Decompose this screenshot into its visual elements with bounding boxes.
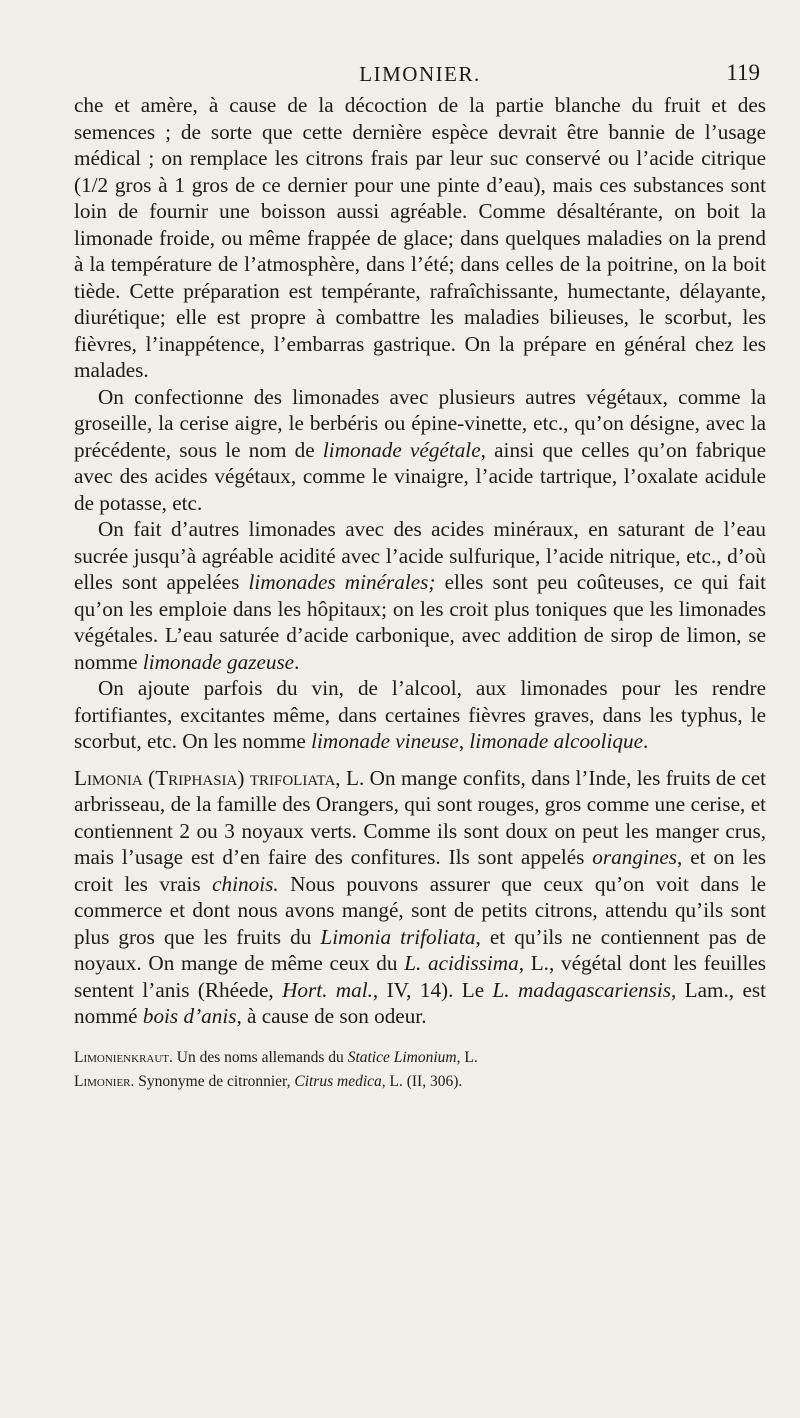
entry-limonia-trifoliata: Limonia (Triphasia) trifoliata, L. On mange confits, dans l’Inde, les fruits de cet arbrisseau, de la famille des Orangers, qui sont rouges, gros comme une cerise, et contiennent 2 ou 3 noyaux verts. Comme ils sont doux on peut les manger crus, mais l’usage est d’en faire des confitures. Ils sont appelés orangines, et on les croit les vrais chinois. Nous pouvons assurer que ceux qu’on voit dans le commerce et dont nous avons mangé, sont de petits citrons, attendu qu’ils sont plus gros que les fruits du Limonia trifoliata, et qu’ils ne contiennent pas de noyaux. On mange de même ceux du L. acidissima, L., végétal dont les feuilles sentent l’anis (Rhéede, Hort. mal., IV, 14). Le L. madagascariensis, Lam., est nommé bois d’anis, à cause de son odeur. (74, 765, 766, 1028)
page-number: 119 (726, 60, 760, 85)
short-entries (74, 1046, 766, 1094)
paragraph-limonade-intro: che et amère, à cause de la décoction de la partie blanche du fruit et des semences ; de sorte que cette dernière espèce devrait être bannie de l’usage médical ; on remplace les citrons frais par leur suc conservé ou l’acide citrique (1/2 gros à 1 gros de ce dernier pour une pinte d’eau), mais ces substances sont loin de fournir une boisson aussi agréable. Comme désaltérante, on boit la limonade froide, ou même frappée de glace; dans quelques maladies on la prend à la température de l’atmosphère, dans l’été; dans celles de la poitrine, on la boit tiède. Cette préparation est tempérante, rafraîchissante, humectante, délayante, diurétique; elle est propre à combattre les maladies bilieuses, le scorbut, les fièvres, l’inappétence, l’embarras gastrique. On la prépare en général chez les malades. (74, 93, 766, 382)
paragraph-limonade-vineuse: On ajoute parfois du vin, de l’alcool, aux limonades pour les rendre fortifiantes, excitantes même, dans certaines fièvres graves, dans les typhus, le scorbut, etc. On les nomme limonade vineuse, limonade alcoolique. (74, 676, 766, 753)
entry-headword: Limonia (Triphasia) trifoliata (74, 765, 336, 790)
entry-limonienkraut: Limonienkraut. Un des noms allemands du Statice Limonium, L. (74, 1048, 478, 1066)
body-text (74, 92, 766, 1030)
paragraph-limonades-minerales: On fait d’autres limonades avec des acides minéraux, en saturant de l’eau sucrée jusqu’à agréable acidité avec l’acide sulfurique, l’acide nitrique, etc., d’où elles sont appelées limonades minérales; elles sont peu coûteuses, ce qui fait qu’on les emploie dans les hôpitaux; on les croit plus toniques que les limonades végétales. L’eau saturée d’acide carbonique, avec addition de sirop de limon, se nomme limonade gazeuse. (74, 517, 766, 674)
paragraph-limonade-vegetale: On confectionne des limonades avec plusieurs autres végétaux, comme la groseille, la cerise aigre, le berbéris ou épine-vinette, etc., qu’on désigne, avec la précédente, sous le nom de limonade végétale, ainsi que celles qu’on fabrique avec des acides végétaux, comme le vinaigre, l’acide tartrique, l’oxalate acidule de potasse, etc. (74, 384, 766, 515)
entry-limonier: Limonier. Synonyme de citronnier, Citrus medica, L. (II, 306). (74, 1072, 463, 1090)
running-head (74, 56, 766, 92)
running-title: LIMONIER. (359, 62, 481, 86)
